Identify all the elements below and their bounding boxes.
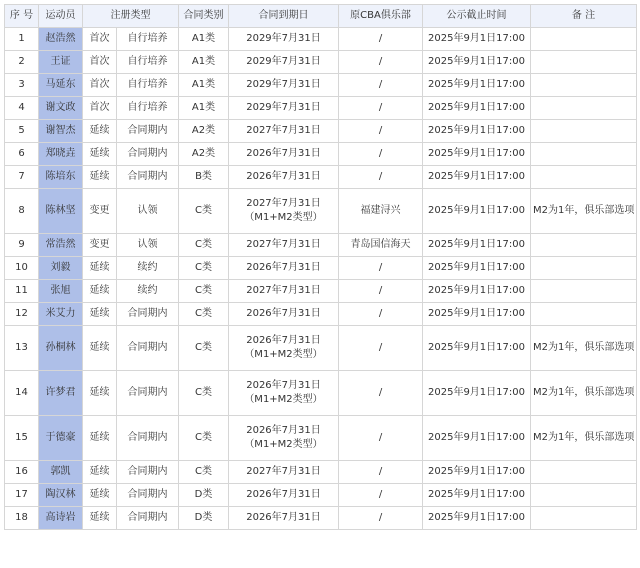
cell-name: 于德豪 (39, 416, 83, 461)
cell-deadline: 2025年9月1日17:00 (423, 143, 531, 166)
cell-cls: C类 (179, 303, 229, 326)
cell-note (531, 74, 637, 97)
cell-name: 谢智杰 (39, 120, 83, 143)
cell-no: 12 (5, 303, 39, 326)
cell-no: 15 (5, 416, 39, 461)
table-row (5, 280, 637, 303)
cell-no: 1 (5, 28, 39, 51)
cell-expiry (229, 120, 339, 143)
cell-expiry (229, 326, 339, 371)
cell-expiry (229, 189, 339, 234)
cell-note: M2为1年，俱乐部选项 (531, 371, 637, 416)
expiry-date: 2026年7月31日 (246, 335, 321, 346)
expiry-date: 2027年7月31日 (246, 198, 321, 209)
table-row (5, 303, 637, 326)
header-club: 原CBA俱乐部 (339, 5, 423, 28)
cell-reg2: 合同期内 (117, 416, 179, 461)
cell-note (531, 97, 637, 120)
cell-deadline: 2025年9月1日17:00 (423, 234, 531, 257)
cell-reg2: 合同期内 (117, 120, 179, 143)
cell-name: 郭凯 (39, 461, 83, 484)
table-row (5, 51, 637, 74)
cell-deadline: 2025年9月1日17:00 (423, 484, 531, 507)
cell-reg2: 续约 (117, 257, 179, 280)
cell-club: / (339, 280, 423, 303)
cell-deadline: 2025年9月1日17:00 (423, 51, 531, 74)
cell-reg1: 延续 (83, 257, 117, 280)
cell-cls: A2类 (179, 143, 229, 166)
cell-cls: C类 (179, 280, 229, 303)
cell-cls: C类 (179, 257, 229, 280)
cell-club: / (339, 484, 423, 507)
expiry-type: （M1+M2类型） (244, 212, 323, 223)
cell-expiry (229, 51, 339, 74)
expiry-date: 2027年7月31日 (246, 239, 321, 250)
cell-note (531, 461, 637, 484)
cell-expiry (229, 74, 339, 97)
cell-deadline: 2025年9月1日17:00 (423, 461, 531, 484)
cell-club: / (339, 326, 423, 371)
table-row (5, 97, 637, 120)
cell-club: / (339, 303, 423, 326)
cell-cls: A1类 (179, 51, 229, 74)
cell-expiry (229, 416, 339, 461)
table-row (5, 371, 637, 416)
cell-deadline: 2025年9月1日17:00 (423, 74, 531, 97)
cell-reg2: 自行培养 (117, 51, 179, 74)
cell-reg1: 首次 (83, 74, 117, 97)
cell-note (531, 484, 637, 507)
cell-note (531, 303, 637, 326)
cell-club: 青岛国信海天 (339, 234, 423, 257)
cell-note (531, 143, 637, 166)
cell-expiry (229, 507, 339, 530)
cell-cls: A1类 (179, 74, 229, 97)
table-body (5, 28, 637, 530)
cell-reg2: 认领 (117, 189, 179, 234)
cell-deadline: 2025年9月1日17:00 (423, 189, 531, 234)
header-deadline: 公示截止时间 (423, 5, 531, 28)
cell-reg2: 自行培养 (117, 97, 179, 120)
expiry-date: 2027年7月31日 (246, 125, 321, 136)
cell-cls: C类 (179, 371, 229, 416)
cell-no: 10 (5, 257, 39, 280)
expiry-type: （M1+M2类型） (244, 394, 323, 405)
cell-club: / (339, 97, 423, 120)
cell-note (531, 507, 637, 530)
header-expiry: 合同到期日 (229, 5, 339, 28)
cell-cls: B类 (179, 166, 229, 189)
cell-deadline: 2025年9月1日17:00 (423, 280, 531, 303)
cell-club: / (339, 416, 423, 461)
header-row (5, 5, 637, 28)
cell-reg1: 首次 (83, 97, 117, 120)
expiry-type: （M1+M2类型） (244, 439, 323, 450)
cell-note (531, 120, 637, 143)
cell-reg2: 合同期内 (117, 484, 179, 507)
cell-cls: A2类 (179, 120, 229, 143)
cell-expiry (229, 28, 339, 51)
cell-reg1: 延续 (83, 507, 117, 530)
cell-no: 5 (5, 120, 39, 143)
cell-reg2: 合同期内 (117, 461, 179, 484)
cell-club: / (339, 166, 423, 189)
cell-expiry (229, 97, 339, 120)
cell-note: M2为1年，俱乐部选项 (531, 189, 637, 234)
cell-note (531, 234, 637, 257)
cell-reg1: 延续 (83, 303, 117, 326)
expiry-date: 2026年7月31日 (246, 512, 321, 523)
expiry-type: （M1+M2类型） (244, 349, 323, 360)
expiry-date: 2026年7月31日 (246, 262, 321, 273)
cell-expiry (229, 166, 339, 189)
cell-reg1: 延续 (83, 166, 117, 189)
cell-expiry (229, 257, 339, 280)
cell-no: 9 (5, 234, 39, 257)
cell-reg1: 延续 (83, 143, 117, 166)
cell-expiry (229, 143, 339, 166)
cell-note: M2为1年，俱乐部选项 (531, 416, 637, 461)
cell-name: 马延东 (39, 74, 83, 97)
header-no: 序 号 (5, 5, 39, 28)
cell-cls: C类 (179, 234, 229, 257)
cell-expiry (229, 371, 339, 416)
cell-reg2: 合同期内 (117, 143, 179, 166)
cell-expiry (229, 234, 339, 257)
cell-no: 13 (5, 326, 39, 371)
expiry-date: 2026年7月31日 (246, 308, 321, 319)
header-athlete: 运动员 (39, 5, 83, 28)
expiry-date: 2026年7月31日 (246, 489, 321, 500)
expiry-date: 2029年7月31日 (246, 33, 321, 44)
table-row (5, 143, 637, 166)
cell-note: M2为1年，俱乐部选项 (531, 326, 637, 371)
cell-no: 16 (5, 461, 39, 484)
cell-reg2: 自行培养 (117, 74, 179, 97)
cell-name: 常浩然 (39, 234, 83, 257)
cell-note (531, 28, 637, 51)
expiry-date: 2026年7月31日 (246, 171, 321, 182)
cell-reg1: 延续 (83, 461, 117, 484)
cell-no: 14 (5, 371, 39, 416)
cell-club: 福建浔兴 (339, 189, 423, 234)
cell-note (531, 257, 637, 280)
table-row (5, 326, 637, 371)
expiry-date: 2026年7月31日 (246, 148, 321, 159)
table-row (5, 507, 637, 530)
cell-no: 2 (5, 51, 39, 74)
cell-cls: C类 (179, 326, 229, 371)
cell-deadline: 2025年9月1日17:00 (423, 120, 531, 143)
cell-name: 米艾力 (39, 303, 83, 326)
expiry-date: 2027年7月31日 (246, 285, 321, 296)
cell-club: / (339, 461, 423, 484)
cell-deadline: 2025年9月1日17:00 (423, 507, 531, 530)
cell-no: 17 (5, 484, 39, 507)
cell-no: 8 (5, 189, 39, 234)
cell-expiry (229, 280, 339, 303)
cell-no: 3 (5, 74, 39, 97)
table-row (5, 28, 637, 51)
cell-club: / (339, 28, 423, 51)
table-row (5, 166, 637, 189)
cell-club: / (339, 371, 423, 416)
header-contract-class: 合同类别 (179, 5, 229, 28)
cell-reg1: 延续 (83, 371, 117, 416)
cell-reg2: 合同期内 (117, 326, 179, 371)
cell-deadline: 2025年9月1日17:00 (423, 257, 531, 280)
cell-cls: C类 (179, 461, 229, 484)
cell-reg2: 认领 (117, 234, 179, 257)
cell-club: / (339, 507, 423, 530)
cell-deadline: 2025年9月1日17:00 (423, 303, 531, 326)
cell-reg2: 合同期内 (117, 507, 179, 530)
cell-reg2: 续约 (117, 280, 179, 303)
cell-reg2: 自行培养 (117, 28, 179, 51)
cell-reg1: 延续 (83, 416, 117, 461)
cell-note (531, 166, 637, 189)
cell-cls: C类 (179, 416, 229, 461)
cell-cls: C类 (179, 189, 229, 234)
cell-name: 孙桐林 (39, 326, 83, 371)
table-row (5, 257, 637, 280)
cell-reg1: 首次 (83, 51, 117, 74)
cell-name: 陶汉林 (39, 484, 83, 507)
cell-reg1: 延续 (83, 120, 117, 143)
expiry-date: 2026年7月31日 (246, 425, 321, 436)
table-row (5, 461, 637, 484)
cell-reg1: 首次 (83, 28, 117, 51)
cell-deadline: 2025年9月1日17:00 (423, 371, 531, 416)
cell-deadline: 2025年9月1日17:00 (423, 416, 531, 461)
table-row (5, 234, 637, 257)
table-row (5, 189, 637, 234)
cell-club: / (339, 257, 423, 280)
cell-club: / (339, 120, 423, 143)
expiry-date: 2029年7月31日 (246, 102, 321, 113)
cell-name: 陈林坚 (39, 189, 83, 234)
table-row (5, 484, 637, 507)
expiry-date: 2029年7月31日 (246, 79, 321, 90)
cell-reg1: 延续 (83, 484, 117, 507)
expiry-date: 2026年7月31日 (246, 380, 321, 391)
cell-deadline: 2025年9月1日17:00 (423, 97, 531, 120)
cell-club: / (339, 74, 423, 97)
cell-name: 赵浩然 (39, 28, 83, 51)
cell-reg2: 合同期内 (117, 166, 179, 189)
cell-expiry (229, 484, 339, 507)
expiry-date: 2029年7月31日 (246, 56, 321, 67)
cell-no: 7 (5, 166, 39, 189)
table-row (5, 120, 637, 143)
cell-deadline: 2025年9月1日17:00 (423, 28, 531, 51)
cell-name: 郑晓垚 (39, 143, 83, 166)
cell-reg2: 合同期内 (117, 371, 179, 416)
cell-cls: D类 (179, 507, 229, 530)
cell-no: 18 (5, 507, 39, 530)
cell-name: 张旭 (39, 280, 83, 303)
cell-club: / (339, 143, 423, 166)
header-note: 备 注 (531, 5, 637, 28)
cell-name: 王证 (39, 51, 83, 74)
table-row (5, 416, 637, 461)
header-reg-type: 注册类型 (83, 5, 179, 28)
cell-reg1: 变更 (83, 234, 117, 257)
cell-cls: A1类 (179, 28, 229, 51)
cell-cls: D类 (179, 484, 229, 507)
cell-expiry (229, 303, 339, 326)
expiry-date: 2027年7月31日 (246, 466, 321, 477)
cell-reg1: 延续 (83, 326, 117, 371)
cell-name: 高诗岩 (39, 507, 83, 530)
cell-reg1: 变更 (83, 189, 117, 234)
cell-name: 刘毅 (39, 257, 83, 280)
cell-name: 谢文政 (39, 97, 83, 120)
cell-reg1: 延续 (83, 280, 117, 303)
cell-club: / (339, 51, 423, 74)
cell-no: 6 (5, 143, 39, 166)
cell-name: 陈培东 (39, 166, 83, 189)
cell-expiry (229, 461, 339, 484)
table-row (5, 74, 637, 97)
cell-no: 4 (5, 97, 39, 120)
cell-deadline: 2025年9月1日17:00 (423, 326, 531, 371)
cell-name: 许梦君 (39, 371, 83, 416)
cell-no: 11 (5, 280, 39, 303)
registration-table (4, 4, 637, 530)
cell-note (531, 280, 637, 303)
cell-cls: A1类 (179, 97, 229, 120)
cell-note (531, 51, 637, 74)
cell-reg2: 合同期内 (117, 303, 179, 326)
cell-deadline: 2025年9月1日17:00 (423, 166, 531, 189)
